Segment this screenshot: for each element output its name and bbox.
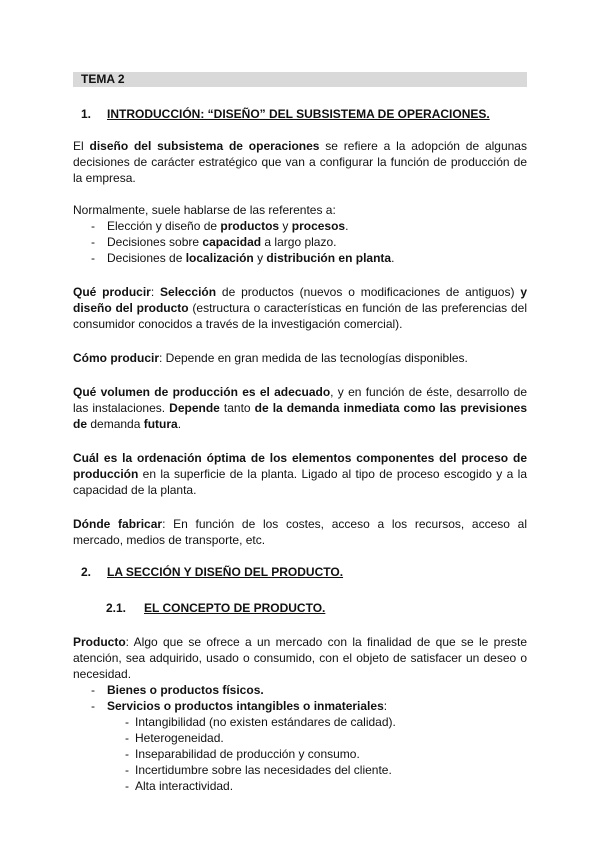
paragraph-que-producir: Qué producir: Selección de productos (nuevos o modificaciones de antiguos) y diseño del producto (estructura o características en función de las preferencias del consumidor conocidos a través de la investigación comercial).	[73, 285, 528, 331]
section-2-heading	[73, 564, 527, 580]
list-item: - Intangibilidad (no existen estándares de calidad).	[73, 714, 527, 730]
list-item: - Heterogeneidad.	[73, 730, 527, 746]
list-item: - Inseparabilidad de producción y consumo.	[73, 746, 527, 762]
section-title: LA SECCIÓN Y DISEÑO DEL PRODUCTO.	[107, 565, 344, 579]
paragraph-intro: El diseño del subsistema de operaciones se refiere a la adopción de algunas decisiones de carácter estratégico que van a configurar la función de producción de la empresa.	[73, 139, 527, 185]
section-number: 2.	[81, 565, 92, 579]
subsection-number: 2.1.	[106, 601, 127, 615]
topic-header: TEMA 2	[73, 72, 527, 87]
list-item: - Decisiones de localización y distribución en planta.	[73, 250, 527, 266]
services-traits-list	[73, 714, 527, 794]
list-item: - Incertidumbre sobre las necesidades del cliente.	[73, 762, 527, 778]
paragraph-donde-fabricar: Dónde fabricar: En función de los costes, acceso a los recursos, acceso al mercado, medios de transporte, etc.	[73, 517, 528, 547]
section-title: INTRODUCCIÓN: “DISEÑO” DEL SUBSISTEMA DE OPERACIONES.	[107, 107, 490, 121]
paragraph-producto: Producto: Algo que se ofrece a un mercado con la finalidad de que se le preste atención, sea adquirido, usado o consumido, con el objeto de satisfacer un deseo o necesidad.	[73, 635, 527, 681]
paragraph-ordenacion: Cuál es la ordenación óptima de los elementos componentes del proceso de producción en la superficie de la planta. Ligado al tipo de proceso escogido y a la capacidad de la planta.	[73, 451, 527, 497]
paragraph-referentes: Normalmente, suele hablarse de las referentes a:	[73, 203, 336, 217]
document-page	[73, 72, 527, 794]
paragraph-volumen: Qué volumen de producción es el adecuado, y en función de éste, desarrollo de las instalaciones. Depende tanto de la demanda inmediata como las previsiones de demanda futura.	[73, 385, 528, 431]
subsection-2-1-heading	[73, 600, 527, 616]
section-number: 1.	[81, 107, 92, 121]
list-item: - Servicios o productos intangibles o inmateriales:	[73, 698, 527, 714]
list-item: - Decisiones sobre capacidad a largo plazo.	[73, 234, 527, 250]
paragraph-como-producir: Cómo producir: Depende en gran medida de las tecnologías disponibles.	[73, 351, 468, 365]
list-item: - Alta interactividad.	[73, 778, 527, 794]
section-1-heading	[73, 106, 527, 122]
product-types-list	[73, 682, 527, 714]
subsection-title: EL CONCEPTO DE PRODUCTO.	[144, 601, 326, 615]
list-item: - Elección y diseño de productos y procesos.	[73, 218, 527, 234]
list-item: - Bienes o productos físicos.	[73, 682, 527, 698]
decisions-list	[73, 218, 527, 266]
